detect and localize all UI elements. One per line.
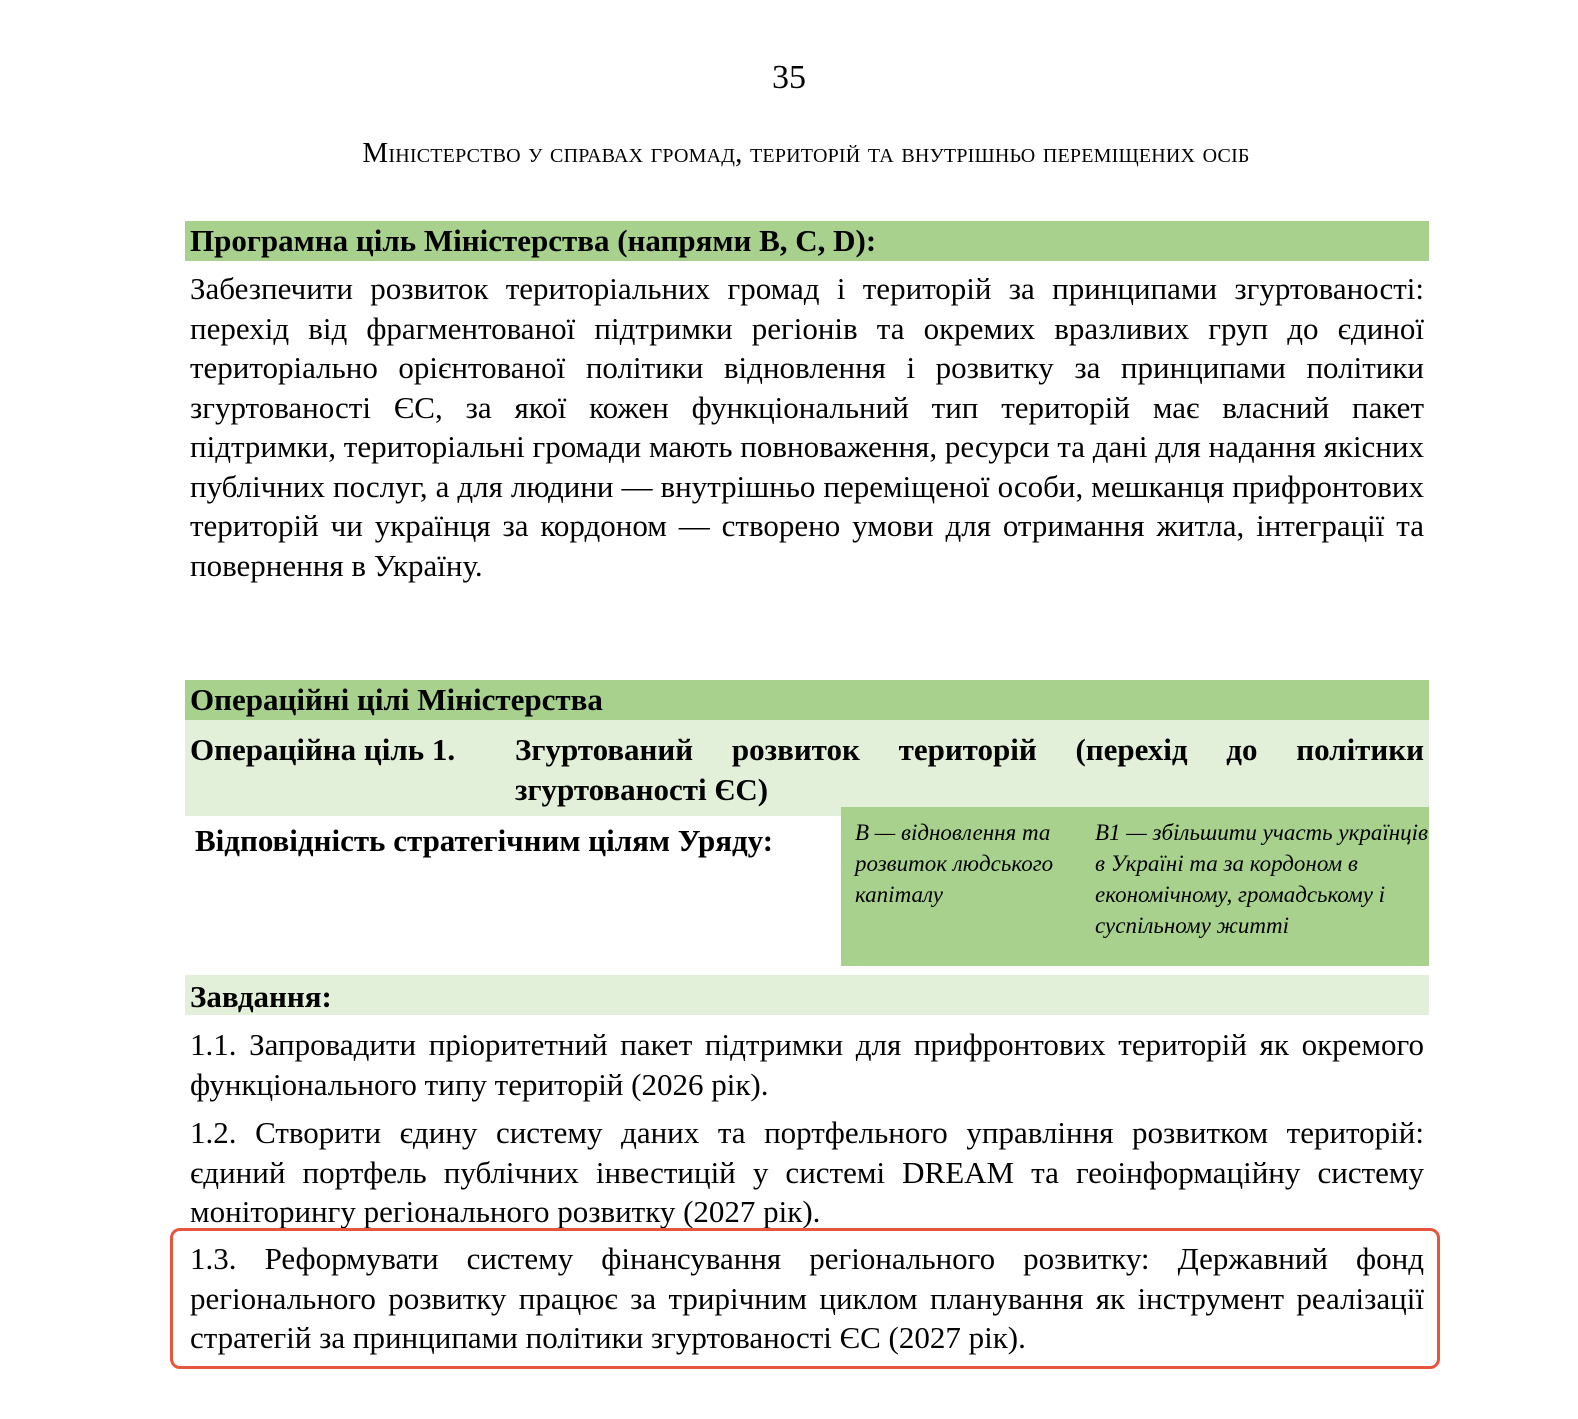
operational-goal-1-label: Операційна ціль 1.	[190, 732, 456, 767]
operational-goal-1-text: Згуртований розвиток територій (перехід до політики згуртованості ЄС)	[515, 732, 1424, 807]
program-goal-text: Забезпечити розвиток територіальних громад і територій за принципами згуртованості: перехід від фрагментованої підтримки регіонів та окремих вразливих груп до єдиної територіально орієнтованої політики відновлення і розвитку за принципами політики згуртованості ЄС, за якої кожен функціональний тип територій має власний пакет підтримки, територіальні громади мають повноваження, ресурси та дані для надання якісних публічних послуг, а для людини — внутрішньо переміщеної особи, мешканця прифронтових територій чи українця за кордоном — створено умови для отримання житла, інтеграції та повернення в Україну.	[190, 271, 1424, 583]
operational-goals-heading: Операційні цілі Міністерства	[185, 680, 1429, 720]
task-highlight-frame	[170, 1228, 1440, 1369]
page-number: 35	[772, 59, 806, 96]
tasks-heading: Завдання:	[185, 975, 1429, 1015]
operational-goals-section	[185, 680, 1429, 816]
program-goal-heading: Програмна ціль Міністерства (напрями B, C, D):	[185, 221, 1429, 261]
correspondence-label: Відповідність стратегічним цілям Уряду:	[195, 823, 774, 858]
ministry-title: Міністерство у справах громад, територій та внутрішньо переміщених осіб	[362, 137, 1250, 169]
program-goal-section	[185, 221, 1429, 585]
strategic-subgoal-cell: B1 — збільшити участь українців в Україні та за кордоном в економічному, громадському і суспільному житті	[1071, 807, 1429, 966]
task-item: 1.1. Запровадити пріоритетний пакет підтримки для прифронтових територій як окремого функціонального типу територій (2026 рік).	[190, 1027, 1424, 1102]
task-item: 1.2. Створити єдину систему даних та портфельного управління розвитком територій: єдиний портфель публічних інвестицій у системі DREAM та геоінформаційну систему моніторингу регіонального розвитку (2027 рік).	[190, 1115, 1424, 1229]
task-item: 1.3. Реформувати систему фінансування регіонального розвитку: Державний фонд регіонального розвитку працює за трирічним циклом планування як інструмент реалізації стратегій за принципами політики згуртованості ЄС (2027 рік).	[190, 1241, 1424, 1355]
correspondence-row	[185, 807, 1429, 966]
operational-goal-1	[185, 720, 1429, 816]
strategic-goal-cell: B — відновлення та розвиток людського капіталу	[841, 807, 1071, 966]
